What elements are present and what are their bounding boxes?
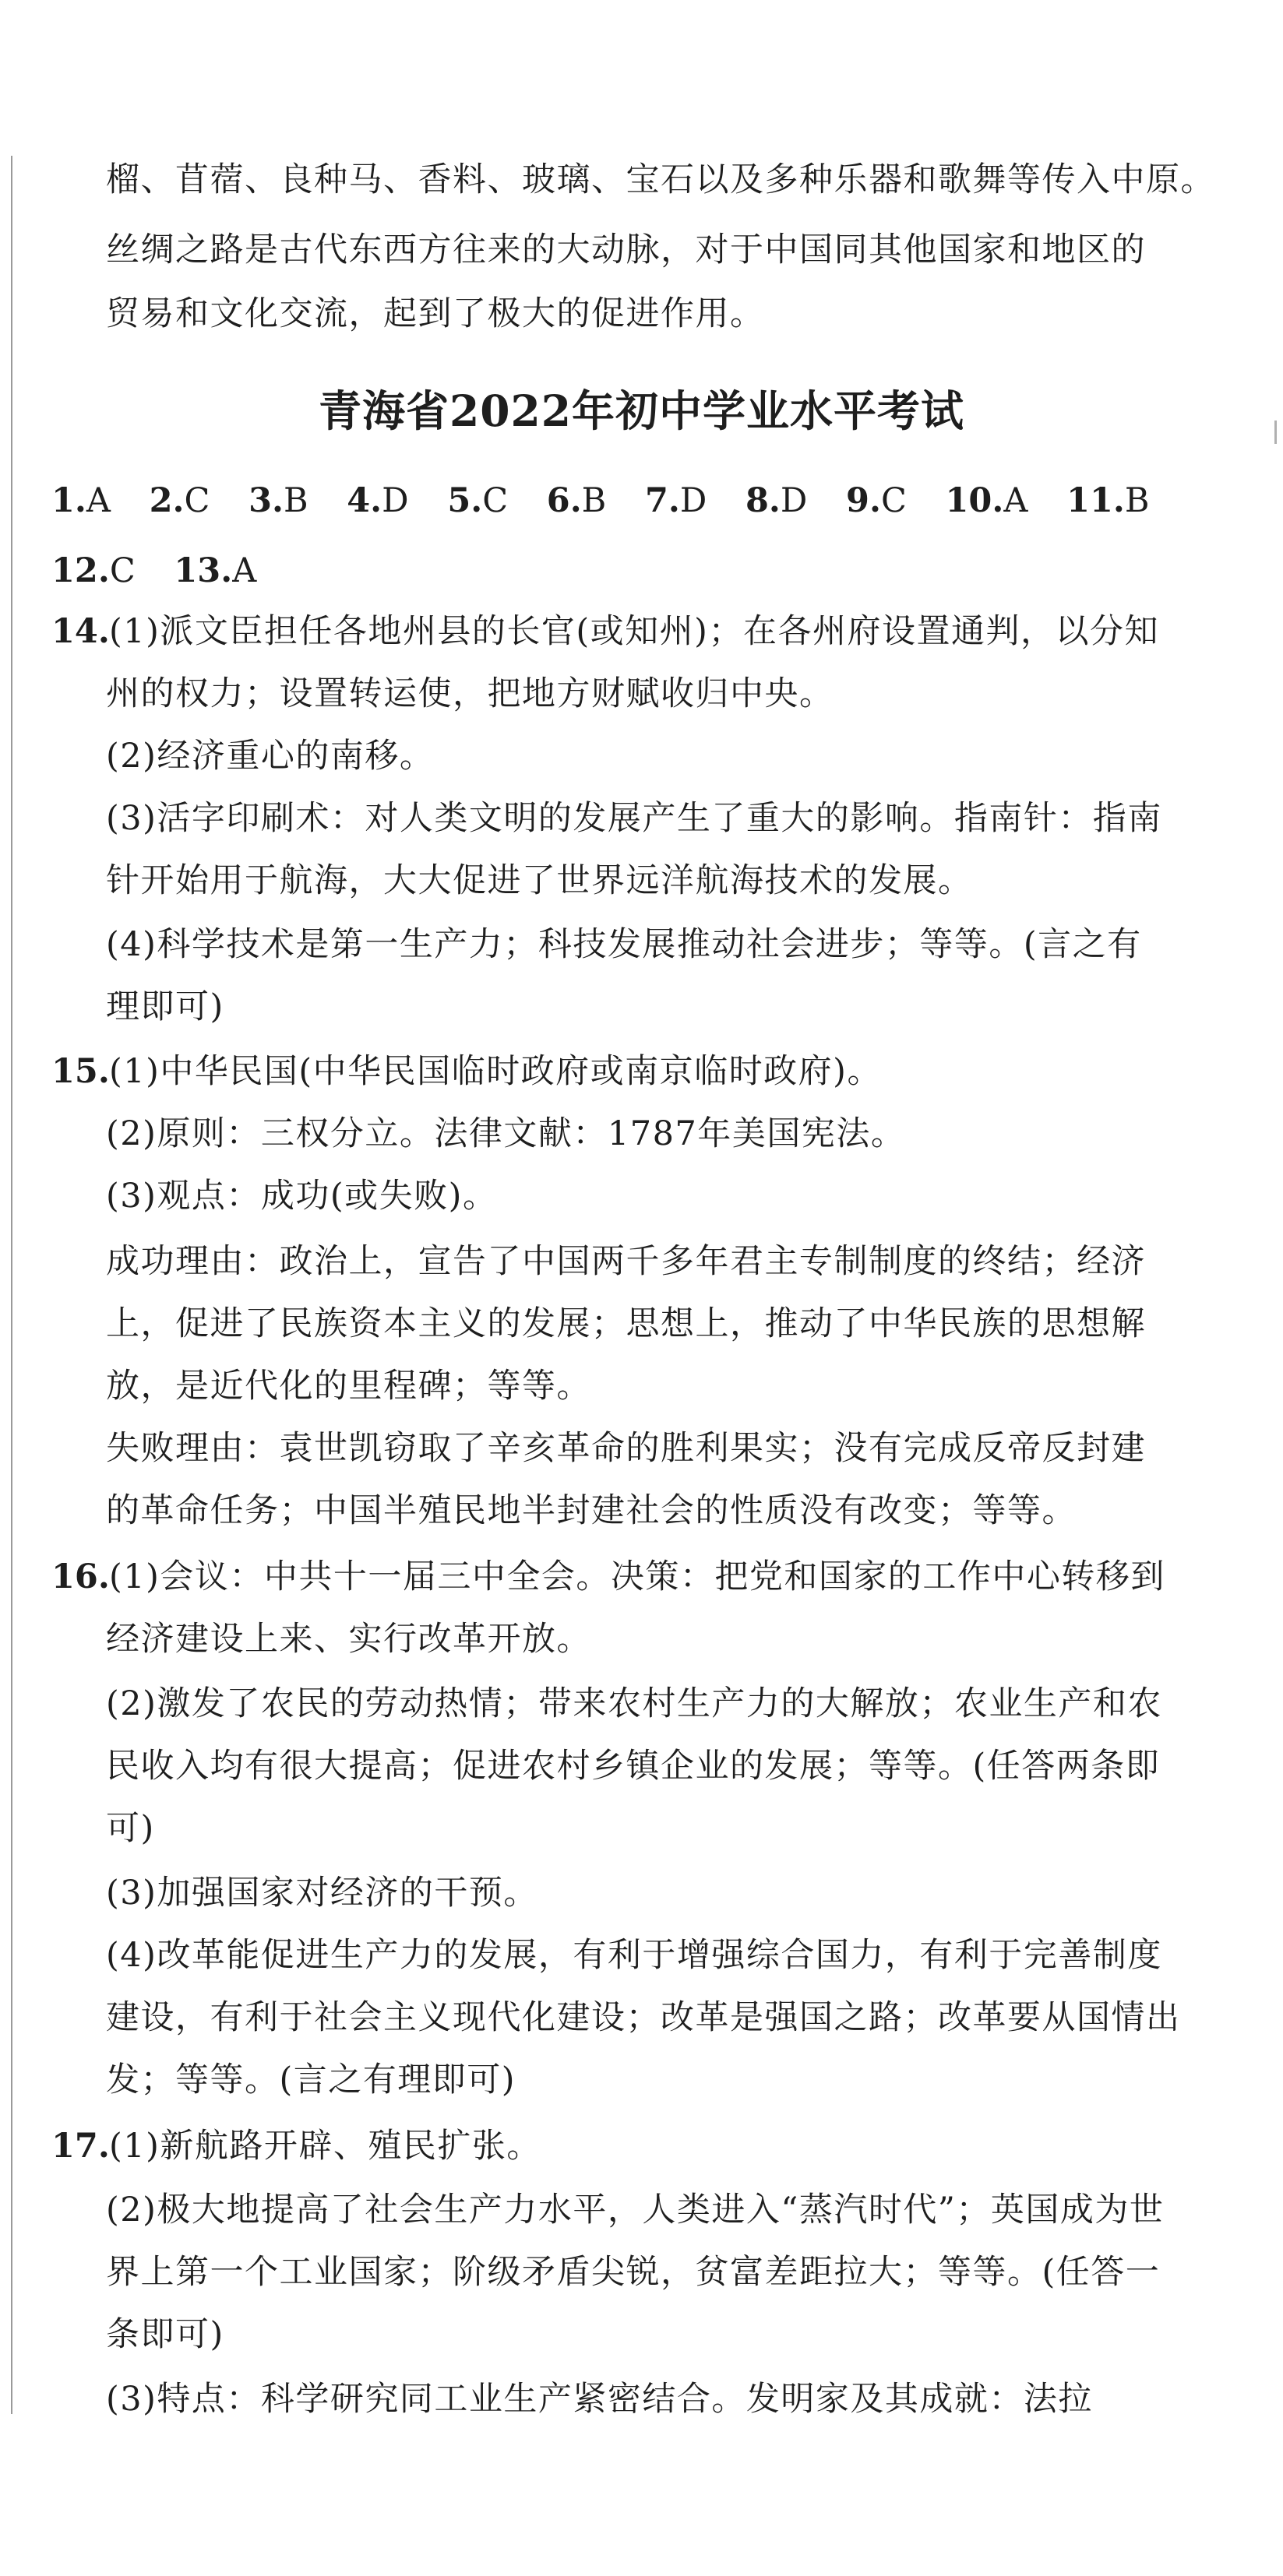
answer-item: 12.C	[51, 551, 136, 590]
question-number-14: 14.	[51, 612, 110, 651]
question-number-17: 17.	[51, 2127, 110, 2166]
q15-line-1: (1)中华民国(中华民国临时政府或南京临时政府)。	[109, 1052, 882, 1091]
q16-line-2: 经济建设上来、实行改革开放。	[106, 1620, 591, 1659]
q15-line-6: 放，是近代化的里程碑；等等。	[106, 1367, 591, 1406]
q15-line-5: 上，促进了民族资本主义的发展；思想上，推动了中华民族的思想解	[106, 1304, 1146, 1343]
q16-line-6: (3)加强国家对经济的干预。	[106, 1874, 538, 1913]
q14-line-3: (2)经济重心的南移。	[106, 737, 435, 776]
q14-line-1: (1)派文臣担任各地州县的长官(或知州)；在各州府设置通判，以分知	[109, 612, 1159, 651]
q16-line-5: 可)	[106, 1809, 155, 1848]
choice-answers-row-2	[51, 549, 284, 596]
q17-line-1: (1)新航路开辟、殖民扩张。	[109, 2127, 541, 2166]
answer-item: 9.C	[846, 481, 907, 520]
choice-answers-row-1	[51, 479, 1177, 526]
intro-line-2: 丝绸之路是古代东西方往来的大动脉，对于中国同其他国家和地区的	[106, 231, 1146, 269]
q14-line-6: (4)科学技术是第一生产力；科技发展推动社会进步；等等。(言之有	[106, 925, 1142, 964]
q15-line-7: 失败理由：袁世凯窃取了辛亥革命的胜利果实；没有完成反帝反封建	[106, 1429, 1146, 1468]
answer-item: 8.D	[745, 481, 808, 520]
question-number-15: 15.	[51, 1052, 110, 1091]
q15-line-8: 的革命任务；中国半殖民地半封建社会的性质没有改变；等等。	[106, 1491, 1077, 1530]
q17-line-2: (2)极大地提高了社会生产力水平，人类进入“蒸汽时代”；英国成为世	[106, 2191, 1165, 2229]
q16-line-3: (2)激发了农民的劳动热情；带来农村生产力的大解放；农业生产和农	[106, 1684, 1162, 1723]
answer-item: 3.B	[248, 481, 308, 520]
q16-line-9: 发；等等。(言之有理即可)	[106, 2060, 516, 2099]
q17-line-3: 界上第一个工业国家；阶级矛盾尖锐，贫富差距拉大；等等。(任答一	[106, 2253, 1161, 2292]
answer-item: 6.B	[546, 481, 607, 520]
section-title: 青海省2022年初中学业水平考试	[318, 385, 965, 436]
q14-line-4: (3)活字印刷术：对人类文明的发展产生了重大的影响。指南针：指南	[106, 799, 1162, 838]
q14-line-5: 针开始用于航海，大大促进了世界远洋航海技术的发展。	[106, 861, 973, 900]
answer-item: 7.D	[644, 481, 707, 520]
q16-line-8: 建设，有利于社会主义现代化建设；改革是强国之路；改革要从国情出	[106, 1998, 1181, 2037]
answer-item: 1.A	[51, 481, 111, 520]
intro-line-1: 榴、苜蓿、良种马、香料、玻璃、宝石以及多种乐器和歌舞等传入中原。	[106, 160, 1215, 199]
q15-line-2: (2)原则：三权分立。法律文献：1787年美国宪法。	[106, 1114, 906, 1153]
answer-item: 2.C	[149, 481, 210, 520]
page-left-rule	[11, 156, 12, 2414]
q17-line-4: 条即可)	[106, 2315, 224, 2354]
answer-item: 11.B	[1066, 481, 1150, 520]
q16-line-4: 民收入均有很大提高；促进农村乡镇企业的发展；等等。(任答两条即	[106, 1747, 1161, 1786]
q15-line-4: 成功理由：政治上，宣告了中国两千多年君主专制制度的终结；经济	[106, 1242, 1146, 1281]
answer-item: 10.A	[945, 481, 1028, 520]
answer-item: 4.D	[347, 481, 409, 520]
q16-line-7: (4)改革能促进生产力的发展，有利于增强综合国力，有利于完善制度	[106, 1936, 1162, 1975]
question-number-16: 16.	[51, 1557, 110, 1596]
answer-item: 5.C	[447, 481, 509, 520]
intro-line-3: 贸易和文化交流，起到了极大的促进作用。	[106, 294, 765, 333]
q16-line-1: (1)会议：中共十一届三中全会。决策：把党和国家的工作中心转移到	[109, 1557, 1165, 1596]
q17-line-5: (3)特点：科学研究同工业生产紧密结合。发明家及其成就：法拉	[106, 2380, 1093, 2419]
q14-line-7: 理即可)	[106, 987, 224, 1026]
q15-line-3: (3)观点：成功(或失败)。	[106, 1177, 498, 1216]
q14-line-2: 州的权力；设置转运使，把地方财赋收归中央。	[106, 674, 834, 713]
answer-item: 13.A	[174, 551, 257, 590]
